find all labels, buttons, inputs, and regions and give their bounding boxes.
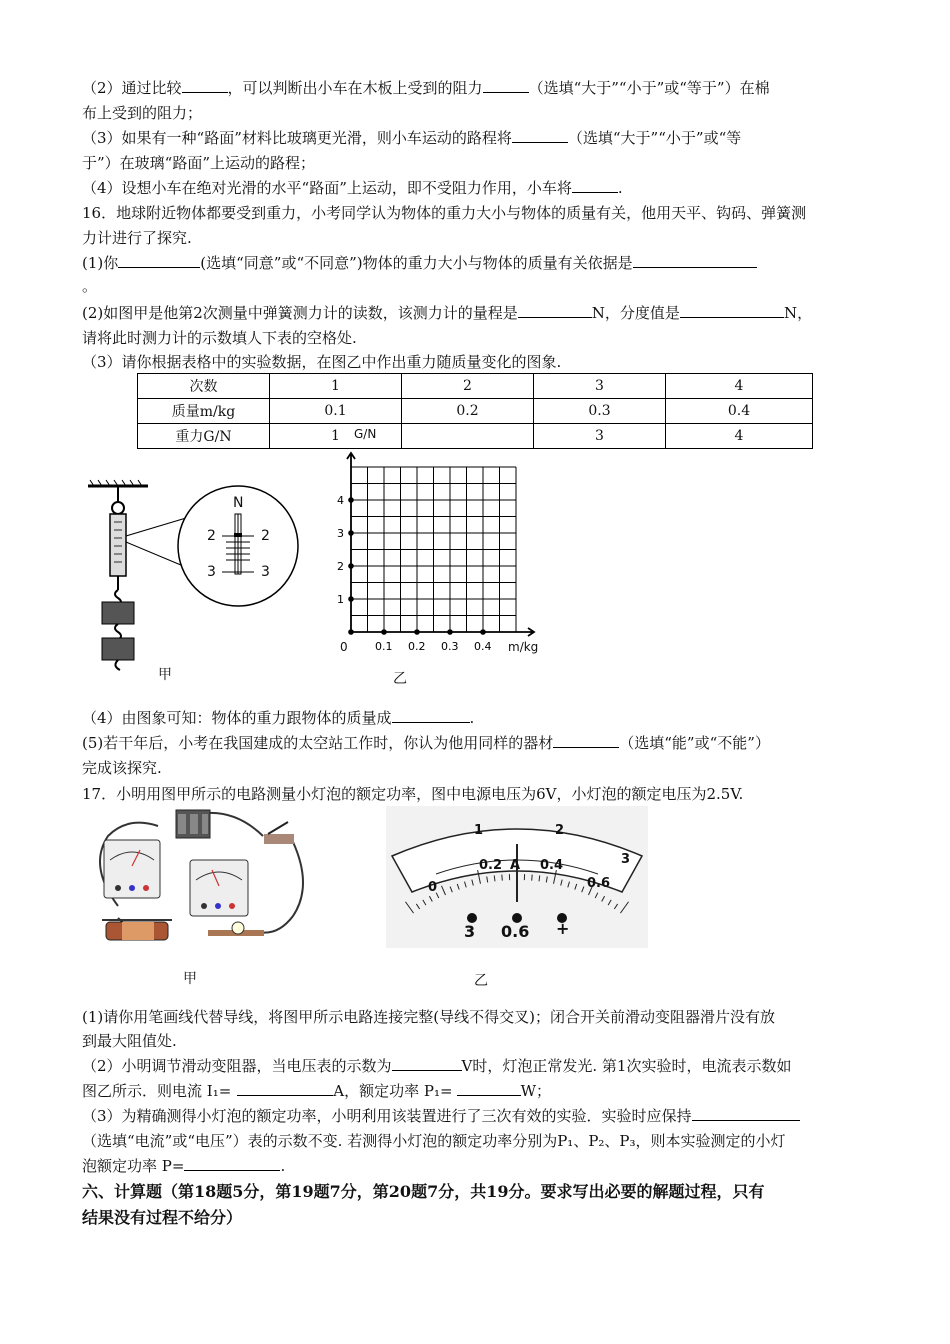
text: 六、计算题（第18题5分，第19题7分，第20题7分，共19分。要求写出必要的解题过程，只有	[82, 1182, 765, 1201]
text: （4）设想小车在绝对光滑的水平“路面”上运动，即不受阻力作用，小车将	[82, 179, 572, 197]
table-cell: 0.3	[534, 399, 666, 424]
x-tick-dot	[447, 629, 453, 635]
text: （2）小明调节滑动变阻器，当电压表的示数为	[82, 1057, 392, 1075]
origin-dot	[348, 629, 354, 635]
text: 17．小明用图甲所示的电路测量小灯泡的额定功率，图中电源电压为6V，小灯泡的额定电压为2.5V.	[82, 785, 744, 803]
q15-part3-line1	[82, 128, 872, 148]
q15-part2-line1	[82, 78, 872, 98]
text: （选填“电流”或“电压”）表的示数不变. 若测得小灯泡的额定功率分别为P₁、P₂、P₃，则本实验测定的小灯	[82, 1132, 786, 1150]
table-cell: 质量m/kg	[138, 399, 270, 424]
answer-blank[interactable]	[483, 78, 529, 93]
text: .	[617, 179, 623, 197]
y-tick-dot	[348, 563, 354, 569]
figure-label-yi: 乙	[474, 973, 488, 989]
text: （选填“能”或“不能”）	[619, 734, 770, 752]
meter-lower-label: 0.2	[479, 858, 503, 873]
q17-part3-line3	[82, 1156, 872, 1176]
text: (1)你	[82, 254, 119, 272]
table-cell: 1	[270, 374, 402, 399]
answer-blank[interactable]	[512, 128, 568, 143]
y-tick-dot	[348, 530, 354, 536]
answer-blank[interactable]	[457, 1081, 521, 1096]
text: 力计进行了探究.	[82, 229, 192, 247]
spring-mark-2-left: 2	[207, 528, 216, 544]
text: N，	[783, 304, 813, 322]
text: .	[469, 709, 475, 727]
text: (5)若干年后，小考在我国建成的太空站工作时，你认为他用同样的器材	[82, 734, 554, 752]
table-cell: 0.1	[270, 399, 402, 424]
graph-y-axis-label: G/N	[354, 427, 377, 441]
q15-part3-line2	[82, 153, 872, 173]
text: V时，灯泡正常发光. 第1次实验时，电流表示数如	[461, 1057, 792, 1075]
section6-heading-line1	[82, 1182, 872, 1202]
meter-upper-label: 1	[474, 823, 484, 838]
x-tick-label: 0.4	[474, 640, 492, 653]
q15-part2-line2	[82, 103, 872, 123]
q16-part5-line2	[82, 758, 872, 778]
gravity-mass-grid	[330, 428, 550, 658]
text: (选填“同意”或“不同意”)物体的重力大小与物体的质量有关依据是	[200, 254, 633, 272]
table-row	[138, 399, 813, 424]
q16-intro-line1	[82, 203, 872, 223]
y-tick-label: 4	[337, 494, 344, 507]
table-cell: 次数	[138, 374, 270, 399]
q16-part3	[82, 352, 872, 372]
table-row	[138, 374, 813, 399]
text: 16．地球附近物体都要受到重力，小考同学认为物体的重力大小与物体的质量有关，他用天平、钩码、弹簧测	[82, 204, 807, 222]
spring-mark-3-left: 3	[207, 564, 216, 580]
text: W；	[520, 1082, 551, 1100]
table-cell: 3	[534, 424, 666, 449]
q16-part4	[82, 708, 872, 728]
figure-label-jia: 甲	[158, 667, 172, 683]
meter-unit-label: A	[510, 858, 521, 873]
text: (1)请你用笔画线代替导线，将图甲所示电路连接完整(导线不得交叉)；闭合开关前滑动变阻器滑片没有放	[82, 1008, 775, 1026]
q16-part1-line2	[82, 276, 872, 296]
meter-upper-label: 2	[555, 823, 565, 838]
q17-intro	[82, 784, 872, 804]
figure-label-jia: 甲	[183, 971, 197, 987]
answer-blank[interactable]	[182, 78, 228, 93]
x-tick-dot	[381, 629, 387, 635]
answer-blank[interactable]	[633, 253, 757, 268]
text: （4）由图象可知：物体的重力跟物体的质量成	[82, 709, 392, 727]
spring-unit-label: N	[233, 495, 244, 511]
meter-terminal-label: +	[556, 919, 570, 938]
answer-blank[interactable]	[518, 303, 592, 318]
text: A，额定功率 P₁=	[333, 1082, 453, 1100]
table-cell: 1	[270, 424, 402, 449]
answer-blank[interactable]	[392, 1056, 462, 1071]
y-tick-dot	[348, 596, 354, 602]
q17-part1-line2	[82, 1031, 872, 1051]
q16-part5-line1	[82, 733, 872, 753]
circuit-figure	[88, 806, 310, 956]
text: 结果没有过程不给分）	[82, 1208, 243, 1227]
text: N，分度值是	[591, 304, 680, 322]
meter-lower-label: 0.4	[540, 858, 564, 873]
text: 图乙所示．则电流 I₁=	[82, 1082, 232, 1100]
spring-scale-figure	[80, 476, 320, 676]
answer-blank[interactable]	[184, 1156, 280, 1171]
x-tick-dot	[480, 629, 486, 635]
text: (2)如图甲是他第2次测量中弹簧测力计的读数，该测力计的量程是	[82, 304, 518, 322]
spring-mark-3-right: 3	[261, 564, 270, 580]
y-tick-label: 2	[337, 560, 344, 573]
table-cell: 0.2	[402, 399, 534, 424]
q17-part2-line2	[82, 1081, 872, 1101]
y-tick-dot	[348, 497, 354, 503]
text: 。	[82, 277, 98, 295]
text: ，可以判断出小车在木板上受到的阻力	[227, 79, 483, 97]
table-cell: 重力G/N	[138, 424, 270, 449]
text: 泡额定功率 P=	[82, 1157, 185, 1175]
q17-part3-line2	[82, 1131, 872, 1151]
graph-axes	[347, 453, 534, 636]
meter-terminal-label: 0.6	[501, 922, 530, 941]
answer-blank[interactable]	[692, 1106, 800, 1121]
q17-part1-line1	[82, 1007, 872, 1027]
text: （3）为精确测得小灯泡的额定功率，小明利用该装置进行了三次有效的实验．实验时应保持	[82, 1107, 692, 1125]
q16-intro-line2	[82, 228, 872, 248]
text: 到最大阻值处.	[82, 1032, 177, 1050]
answer-blank[interactable]	[237, 1081, 333, 1096]
table-cell: 4	[666, 424, 813, 449]
text: （2）通过比较	[82, 79, 182, 97]
x-tick-label: 0.1	[375, 640, 393, 653]
text: （3）请你根据表格中的实验数据，在图乙中作出重力随质量变化的图象.	[82, 353, 562, 371]
spring-mark-2-right: 2	[261, 528, 270, 544]
table-cell: 3	[534, 374, 666, 399]
q16-part2-line2	[82, 328, 872, 348]
graph-x-axis-label: m/kg	[508, 640, 539, 654]
text: 于”）在玻璃“路面”上运动的路程；	[82, 154, 316, 172]
x-tick-label: 0.2	[408, 640, 426, 653]
text: 请将此时测力计的示数填人下表的空格处.	[82, 329, 357, 347]
y-tick-label: 1	[337, 593, 344, 606]
answer-blank[interactable]	[553, 733, 619, 748]
q17-part2-line1	[82, 1056, 872, 1076]
text: （选填“大于”“小于”或“等	[567, 129, 742, 147]
figure-label-yi: 乙	[393, 671, 407, 687]
y-tick-label: 3	[337, 527, 344, 540]
table-cell: 2	[402, 374, 534, 399]
x-tick-dot	[414, 629, 420, 635]
text: 布上受到的阻力；	[82, 104, 203, 122]
q15-part4	[82, 178, 872, 198]
text: （3）如果有一种“路面”材料比玻璃更光滑，则小车运动的路程将	[82, 129, 512, 147]
answer-blank[interactable]	[572, 178, 618, 193]
q16-part1-line1	[82, 253, 872, 273]
meter-terminal-label: 3	[464, 922, 476, 941]
graph-origin-label: 0	[340, 640, 348, 654]
q17-part3-line1	[82, 1106, 872, 1126]
text: （选填“大于”“小于”或“等于”）在棉	[528, 79, 770, 97]
table-cell: 4	[666, 374, 813, 399]
text: 完成该探究.	[82, 759, 162, 777]
answer-blank[interactable]	[118, 253, 200, 268]
table-cell: 0.4	[666, 399, 813, 424]
meter-upper-label: 3	[621, 852, 631, 867]
meter-lower-label: 0.6	[587, 876, 611, 891]
x-tick-label: 0.3	[441, 640, 459, 653]
section6-heading-line2	[82, 1208, 872, 1228]
q16-part2-line1	[82, 303, 872, 323]
answer-blank[interactable]	[392, 708, 470, 723]
text: .	[280, 1157, 286, 1175]
answer-blank[interactable]	[680, 303, 784, 318]
meter-upper-label: 0	[428, 880, 438, 895]
